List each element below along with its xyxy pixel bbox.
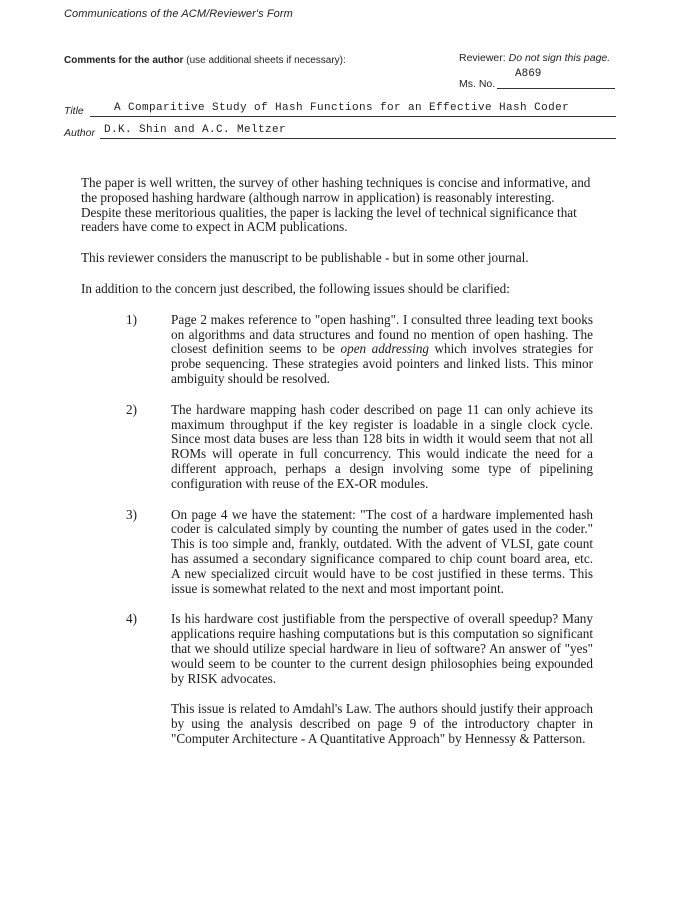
issue-number: 3) [126,506,137,522]
title-value: A Comparitive Study of Hash Functions for an Effective Hash Coder [114,102,570,114]
author-underline [100,138,616,139]
issue-text-emphasis: open addressing [340,341,430,357]
issue-number: 1) [126,311,137,327]
title-label: Title [64,105,84,117]
comments-label-rest: (use additional sheets if necessary): [186,55,346,66]
issue-text: On page 4 we have the statement: "The cost of a hardware implemented hash coder is calculated simply by counting the number of gates used in the coder." This is too simple and, frankly, outdated. With the advent of VLSI, gate count has assumed a secondary significance compared to chip count board area, etc. A new specialized circuit would have to be cost justified in these terms. This issue is somewhat related to the next and most important point. [171,506,593,596]
comments-label-bold: Comments for the author [64,55,184,66]
title-underline [90,116,616,117]
issue-continuation [81,702,593,746]
issue-item [81,612,593,686]
ms-no-label: Ms. No. [459,78,496,90]
issue-text [171,313,593,387]
issue-continuation-text: This issue is related to Amdahl's Law. The authors should justify their approach by using the analysis described on page 9 of the introductory chapter in "Computer Architecture - A Quantitative Approach" by Hennessy & Patterson. [171,701,593,746]
author-value: D.K. Shin and A.C. Meltzer [104,124,287,136]
comments-label [64,55,346,66]
title-field [64,102,616,120]
author-field [64,124,616,142]
issue-text-part: which involves strategies for probe sequencing. These strategies avoid pointers and linked lists. This minor ambiguity should be resolved. [171,341,594,386]
ms-no-value: A869 [515,68,542,80]
issue-text: The hardware mapping hash coder described on page 11 can only achieve its maximum throughput if the key register is loadable in a single clock cycle. Since most data buses are less than 128 bits in width it would seem that not all ROMs will operate in full concurrency. This would indicate the need for a different approach, perhaps a design involving some type of pipelining configuration with reuse of the EX-OR modules. [171,401,593,491]
ms-no-underline [497,88,615,89]
author-label: Author [64,127,95,139]
paragraph-verdict: This reviewer considers the manuscript to be publishable - but in some other journal. [81,250,529,266]
reviewer-prefix: Reviewer: [459,52,506,64]
issue-item [81,313,593,387]
reviewer-note-text: Do not sign this page. [508,52,611,64]
issue-text: Is his hardware cost justifiable from the perspective of overall speedup? Many applications require hashing computations but is this computation so significant that we should utilize special hardware in lieu of software? An answer of "yes" would seem to be counter to the current design philosophies being expounded by RISK advocates. [171,611,593,686]
issue-item [81,508,593,597]
form-header: Communications of the ACM/Reviewer's Form [64,8,293,20]
paragraph-issues-intro: In addition to the concern just described, the following issues should be clarified: [81,280,510,296]
issue-number: 4) [126,611,137,627]
issue-number: 2) [126,401,137,417]
review-body [81,176,593,763]
paragraph-summary: The paper is well written, the survey of other hashing techniques is concise and informative, and the proposed hashing hardware (although narrow in application) is reasonably interesting. Despite these meritorious qualities, the paper is lacking the level of technical significance that readers have come to expect in ACM publications. [81,175,591,235]
issue-item [81,403,593,492]
issue-text-part: Page 2 makes reference to "open hashing". I consulted three leading text books on algorithms and data structures and found no mention of open hashing. The closest definition seems to be [171,311,593,357]
reviewer-note [459,52,610,64]
